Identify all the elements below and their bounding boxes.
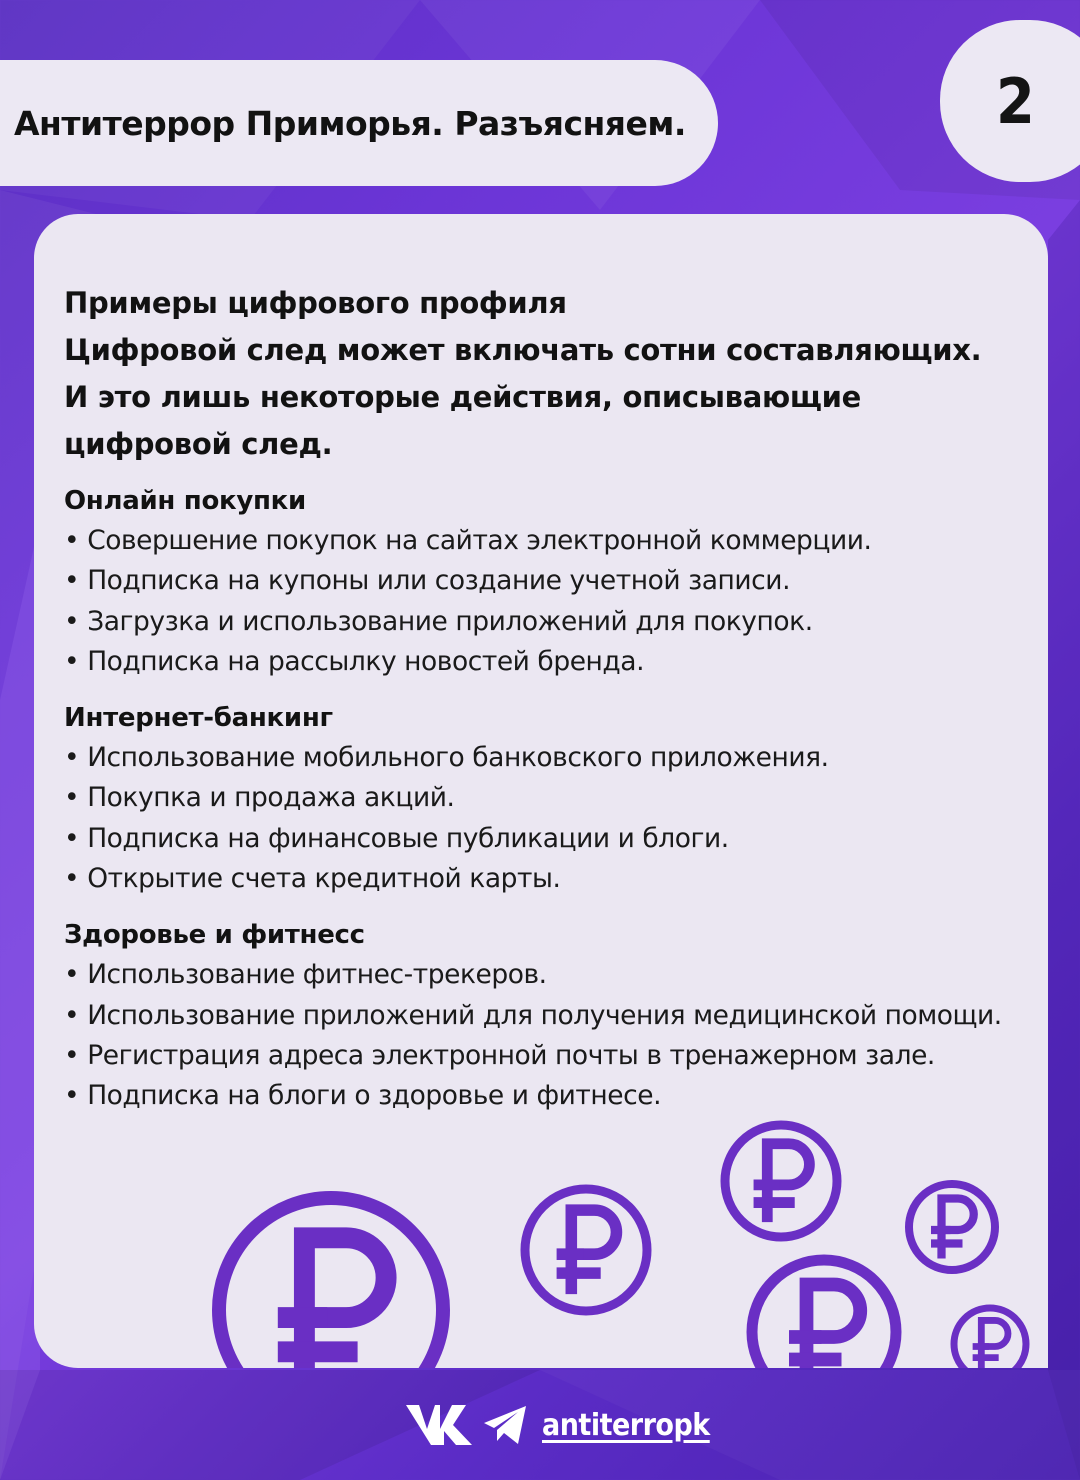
section-heading: Онлайн покупки xyxy=(64,486,306,516)
list-item: • Подписка на купоны или создание учетной записи. xyxy=(64,561,1048,601)
bullet-list xyxy=(64,955,1048,1116)
ruble-coin-icon xyxy=(909,1184,995,1270)
section-heading: Здоровье и фитнесс xyxy=(64,920,365,951)
channel-handle[interactable]: antiterropk xyxy=(542,1407,710,1443)
section-internet-banking xyxy=(64,698,1048,899)
intro-line: Примеры цифрового профиля xyxy=(64,286,567,320)
list-item: • Использование приложений для получения медицинской помощи. xyxy=(64,996,1048,1036)
card-content xyxy=(64,280,1048,1117)
ruble-coin-icon xyxy=(954,1308,1026,1368)
intro-line: И это лишь некоторые действия, описывающие xyxy=(64,380,862,414)
list-item: • Подписка на рассылку новостей бренда. xyxy=(64,642,1048,682)
intro-line: цифровой след. xyxy=(64,427,333,461)
vk-logo-icon[interactable] xyxy=(404,1399,474,1451)
intro-line: Цифровой след может включать сотни составляющих. xyxy=(64,333,982,367)
bullet-list xyxy=(64,521,1048,682)
list-item: • Использование мобильного банковского приложения. xyxy=(64,738,1048,778)
section-health-fitness xyxy=(64,915,1048,1116)
page-number: 2 xyxy=(996,64,1035,138)
section-heading: Интернет-банкинг xyxy=(64,703,333,734)
ruble-coin-icon xyxy=(525,1189,647,1311)
list-item: • Совершение покупок на сайтах электронной коммерции. xyxy=(64,521,1048,561)
footer-social xyxy=(404,1394,710,1456)
list-item: • Открытие счета кредитной карты. xyxy=(64,859,1048,899)
ruble-coin-icon xyxy=(752,1260,896,1368)
list-item: • Регистрация адреса электронной почты в тренажерном зале. xyxy=(64,1036,1048,1076)
intro-block xyxy=(64,280,1048,468)
list-item: • Подписка на финансовые публикации и блоги. xyxy=(64,819,1048,859)
ruble-coin-icon xyxy=(725,1125,837,1237)
content-card xyxy=(34,214,1048,1368)
header-title-pill xyxy=(0,60,718,186)
section-online-shopping xyxy=(64,481,1048,682)
telegram-plane-icon[interactable] xyxy=(482,1403,528,1447)
list-item: • Подписка на блоги о здоровье и фитнесе. xyxy=(64,1076,1048,1116)
ruble-coin-icon xyxy=(219,1198,443,1368)
page-title: Антитеррор Приморья. Разъясняем. xyxy=(14,103,686,143)
list-item: • Покупка и продажа акций. xyxy=(64,778,1048,818)
bullet-list xyxy=(64,738,1048,899)
list-item: • Использование фитнес-трекеров. xyxy=(64,955,1048,995)
list-item: • Загрузка и использование приложений для покупок. xyxy=(64,602,1048,642)
